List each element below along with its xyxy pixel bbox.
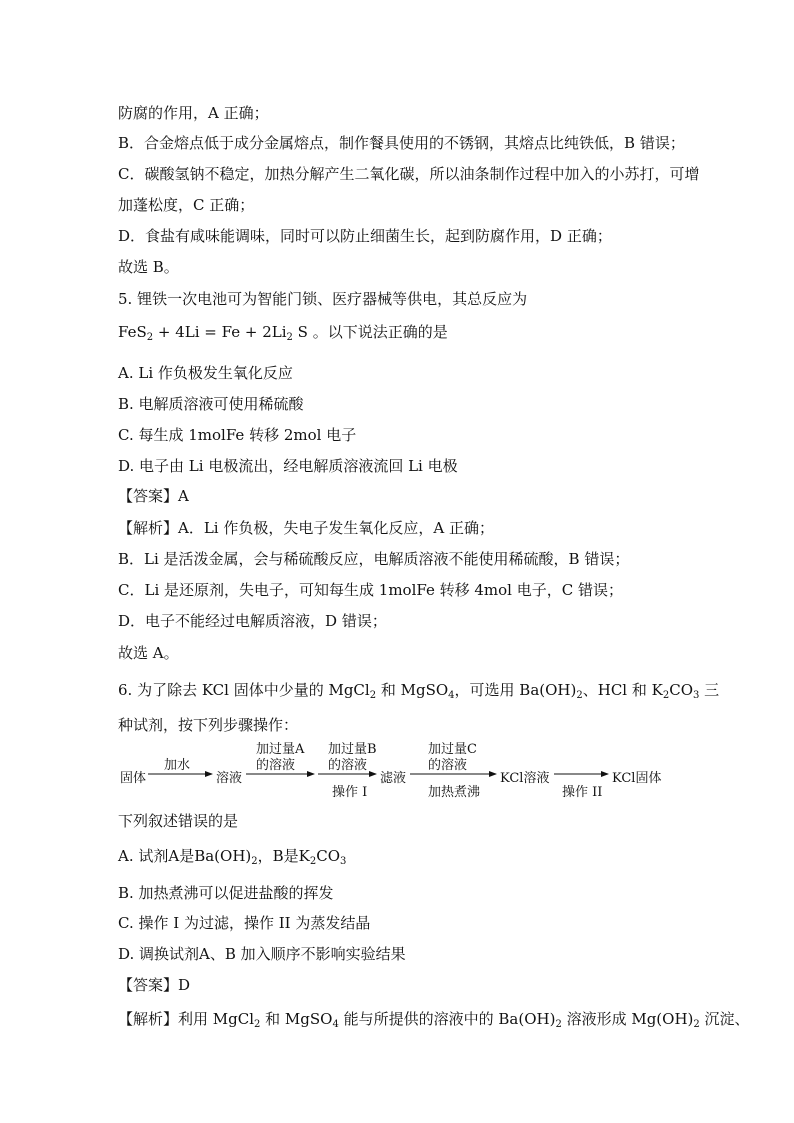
option-d: D. 电子由 Li 电极流出，经电解质溶液流回 Li 电极	[118, 457, 458, 475]
text-line: 防腐的作用，A 正确；	[118, 104, 269, 122]
label-add-b-2: 的溶液	[328, 758, 368, 773]
node-kcl-solution: KCl溶液	[500, 771, 550, 786]
analysis-line: B．Li 是活泼金属，会与稀硫酸反应，电解质溶液不能使用稀硫酸，B 错误；	[118, 550, 630, 568]
question-stem: 种试剂，按下列步骤操作：	[118, 716, 299, 734]
option-c: C. 每生成 1molFe 转移 2mol 电子	[118, 426, 357, 444]
label-op-1: 操作 I	[332, 785, 368, 800]
node-filtrate: 滤液	[380, 771, 407, 786]
label-add-b-1: 加过量B	[328, 742, 377, 757]
node-kcl-solid: KCl固体	[612, 771, 662, 786]
analysis-line: 【解析】利用 MgCl$_2$ 和 MgSO$_4$ 能与所提供的溶液中的 $Ba(OH)_2$ 溶液形成 $Mg(OH)_2$ 沉淀、	[118, 1010, 750, 1030]
process-flow-diagram	[118, 742, 678, 802]
question-prompt: 下列叙述错误的是	[118, 812, 239, 830]
answer: 【答案】A	[118, 487, 189, 505]
option-c: C. 操作 I 为过滤，操作 II 为蒸发结晶	[118, 914, 371, 932]
option-a: A. 试剂A是$Ba(OH)_2$，B是$K_2CO_3$	[118, 847, 347, 867]
option-a: A. Li 作负极发生氧化反应	[118, 364, 293, 382]
text-line: 故选 B。	[118, 258, 179, 276]
label-add-c-1: 加过量C	[428, 742, 477, 757]
label-add-c-2: 的溶液	[428, 758, 468, 773]
equation-line: $FeS_2 + 4Li = Fe + 2Li_2$ S 。以下说法正确的是	[118, 323, 448, 343]
option-b: B. 电解质溶液可使用稀硫酸	[118, 395, 304, 413]
text-line: B．合金熔点低于成分金属熔点，制作餐具使用的不锈钢，其熔点比纯铁低，B 错误；	[118, 134, 685, 152]
label-add-a-2: 的溶液	[256, 758, 296, 773]
text-line: D．食盐有咸味能调味，同时可以防止细菌生长，起到防腐作用，D 正确；	[118, 227, 612, 245]
label-boil: 加热煮沸	[428, 785, 481, 800]
label-add-water: 加水	[164, 758, 191, 773]
option-b: B. 加热煮沸可以促进盐酸的挥发	[118, 884, 334, 902]
analysis-line: C．Li 是还原剂，失电子，可知每生成 1molFe 转移 4mol 电子，C 错误；	[118, 581, 623, 599]
node-solution: 溶液	[216, 771, 243, 786]
answer: 【答案】D	[118, 976, 191, 994]
label-add-a-1: 加过量A	[256, 742, 305, 757]
question-stem: 6. 为了除去 KCl 固体中少量的 MgCl$_2$ 和 MgSO$_4$，可选用 $Ba(OH)_2$、HCl 和 $K_2CO_3$ 三	[118, 681, 720, 701]
analysis-line: 【解析】A．Li 作负极，失电子发生氧化反应，A 正确；	[118, 519, 494, 537]
option-d: D. 调换试剂A、B 加入顺序不影响实验结果	[118, 945, 406, 963]
node-solid: 固体	[120, 771, 147, 786]
analysis-line: D．电子不能经过电解质溶液，D 错误；	[118, 612, 387, 630]
text-line: 故选 A。	[118, 644, 179, 662]
text-line: 加蓬松度，C 正确；	[118, 196, 255, 214]
text-line: C．碳酸氢钠不稳定，加热分解产生二氧化碳，所以油条制作过程中加入的小苏打，可增	[118, 165, 700, 183]
label-op-2: 操作 II	[562, 785, 603, 800]
question-stem: 5. 锂铁一次电池可为智能门锁、医疗器械等供电，其总反应为	[118, 290, 528, 308]
